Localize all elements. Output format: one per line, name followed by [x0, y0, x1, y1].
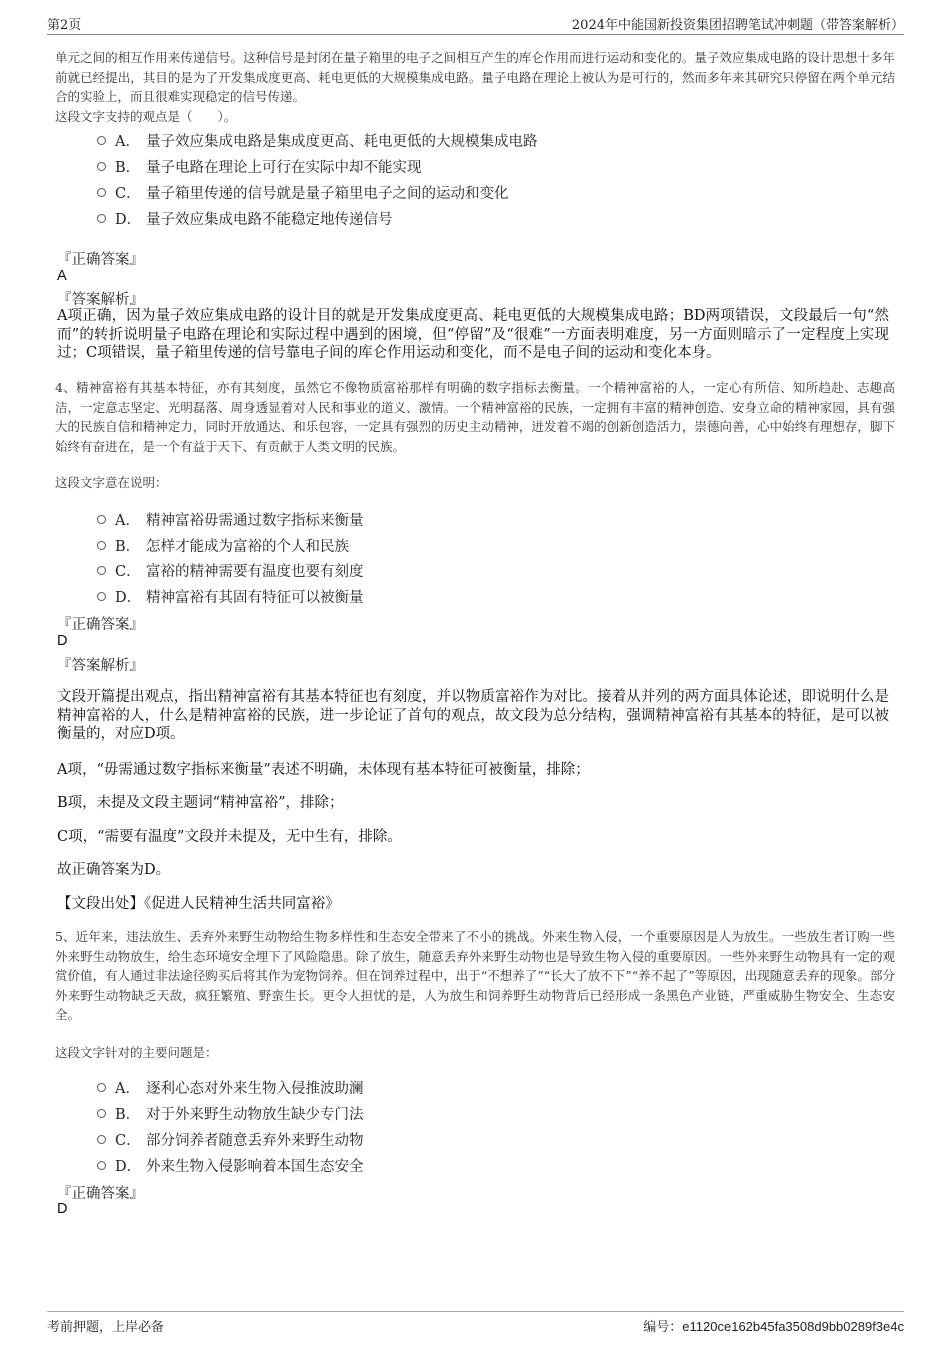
page-number: 第2页 — [47, 18, 82, 33]
page-footer — [47, 1311, 904, 1335]
q5-option-d[interactable] — [97, 1155, 364, 1176]
radio-icon[interactable] — [97, 566, 106, 575]
q4-source: 【文段出处】《促进人民精神生活共同富裕》 — [57, 896, 340, 912]
option-letter: C． — [115, 564, 141, 580]
radio-icon[interactable] — [97, 214, 106, 223]
option-letter: C． — [115, 186, 141, 202]
q4-answer-tag: 『正确答案』 — [57, 617, 144, 633]
q4-option-a[interactable] — [97, 509, 364, 530]
option-text: 外来生物入侵影响着本国生态安全 — [146, 1159, 364, 1175]
q5-option-a[interactable] — [97, 1077, 364, 1098]
q4-stem: 这段文字意在说明： — [55, 475, 168, 490]
q4-line-b: B项，未提及文段主题词“精神富裕”，排除； — [57, 795, 344, 811]
radio-icon[interactable] — [97, 162, 106, 171]
q3-option-a[interactable] — [97, 130, 538, 151]
q5-stem: 这段文字针对的主要问题是： — [55, 1045, 218, 1060]
document-code-label: 编号： — [643, 1319, 683, 1334]
q3-option-c[interactable] — [97, 182, 509, 203]
q4-passage: 4、精神富裕有其基本特征，亦有其刻度，虽然它不像物质富裕那样有明确的数字指标去衡量。一个精神富裕的人，一定心有所信、知所趋赴、志趣高洁，一定意志坚定、光明磊落、周身透显着对人民和事业的道义、激情。一个精神富裕的民族，一定拥有丰富的精神创造、安身立命的精神家园，具有强大的民族自信和精神定力，同时开放通达、和乐包容，一定具有强烈的历史主动精神，迸发着不竭的创新创造活力，崇德向善，心中始终有理想存，脚下始终有奋进在，是一个有益于天下、有贡献于人类文明的民族。 — [55, 380, 895, 454]
q4-line-c: C项，“需要有温度”文段并未提及，无中生有，排除。 — [57, 829, 402, 845]
option-text: 精神富裕毋需通过数字指标来衡量 — [146, 513, 364, 529]
radio-icon[interactable] — [97, 136, 106, 145]
q4-conclusion: 故正确答案为D。 — [57, 862, 171, 878]
q3-answer: A — [57, 268, 67, 284]
q3-analysis: A项正确，因为量子效应集成电路的设计目的就是开发集成度更高、耗电更低的大规模集成电路；BD两项错误，文段最后一句“然而”的转折说明量子电路在理论和实际过程中遇到的困境，但“停留”及“很难”一方面表明难度，另一方面则暗示了一定程度上实现过；C项错误，量子箱里传递的信号靠电子间的库仑作用运动和变化，而不是电子间的运动和变化本身。 — [57, 308, 889, 361]
q3-stem: 这段文字支持的观点是（ ）。 — [55, 109, 237, 124]
option-text: 对于外来野生动物放生缺少专门法 — [146, 1107, 364, 1123]
q3-option-d[interactable] — [97, 208, 393, 229]
radio-icon[interactable] — [97, 515, 106, 524]
q3-analysis-tag: 『答案解析』 — [57, 292, 144, 308]
q4-option-b[interactable] — [97, 535, 349, 556]
option-letter: A． — [115, 134, 140, 150]
radio-icon[interactable] — [97, 541, 106, 550]
q4-option-d[interactable] — [97, 586, 364, 607]
option-text: 量子效应集成电路是集成度更高、耗电更低的大规模集成电路 — [146, 134, 538, 150]
option-text: 部分饲养者随意丢弃外来野生动物 — [146, 1133, 364, 1149]
option-text: 量子电路在理论上可行在实际中却不能实现 — [146, 160, 422, 176]
footer-slogan: 考前押题，上岸必备 — [47, 1320, 165, 1335]
option-text: 逐利心态对外来生物入侵推波助澜 — [146, 1081, 364, 1097]
q3-option-b[interactable] — [97, 156, 422, 177]
option-letter: B． — [115, 539, 141, 555]
radio-icon[interactable] — [97, 1135, 106, 1144]
option-letter: D． — [115, 1159, 142, 1175]
q5-answer: D — [57, 1201, 68, 1217]
option-letter: B． — [115, 1107, 141, 1123]
radio-icon[interactable] — [97, 188, 106, 197]
option-letter: D． — [115, 212, 142, 228]
q5-answer-tag: 『正确答案』 — [57, 1186, 144, 1202]
option-letter: A． — [115, 513, 140, 529]
option-text: 富裕的精神需要有温度也要有刻度 — [146, 564, 364, 580]
radio-icon[interactable] — [97, 1083, 106, 1092]
q5-option-b[interactable] — [97, 1103, 364, 1124]
option-letter: D． — [115, 590, 142, 606]
q4-answer: D — [57, 633, 68, 649]
document-code — [643, 1316, 904, 1335]
option-letter: B． — [115, 160, 141, 176]
option-letter: A． — [115, 1081, 140, 1097]
q5-passage: 5、近年来，违法放生、丢弃外来野生动物给生物多样性和生态安全带来了不小的挑战。外来生物入侵，一个重要原因是人为放生。一些放生者订购一些外来野生动物放生，给生态环境安全埋下了风险隐患。除了放生，随意丢弃外来野生动物也是导致生物入侵的重要原因。一些外来野生动物具有一定的观赏价值，有人通过非法途径购买后将其作为宠物饲养。但在饲养过程中，出于“不想养了”“长大了放不下”“养不起了”等原因，出现随意丢弃的现象。部分外来野生动物缺乏天敌，疯狂繁殖、野蛮生长。更令人担忧的是，人为放生和饲养野生动物背后已经形成一条黑色产业链，严重威胁生物安全、生态安全。 — [55, 929, 895, 1022]
document-code-value: e1120ce162b45fa3508d9bb0289f3e4c — [682, 1319, 904, 1334]
q3-answer-tag: 『正确答案』 — [57, 252, 144, 268]
document-title: 2024年中能国新投资集团招聘笔试冲刺题（带答案解析） — [571, 18, 904, 33]
q4-line-a: A项，“毋需通过数字指标来衡量”表述不明确，未体现有基本特征可被衡量，排除； — [57, 762, 590, 778]
option-text: 量子效应集成电路不能稳定地传递信号 — [146, 212, 393, 228]
q4-analysis-tag: 『答案解析』 — [57, 658, 144, 674]
option-text: 怎样才能成为富裕的个人和民族 — [146, 539, 349, 555]
radio-icon[interactable] — [97, 1161, 106, 1170]
page-header — [47, 14, 904, 35]
option-text: 精神富裕有其固有特征可以被衡量 — [146, 590, 364, 606]
radio-icon[interactable] — [97, 592, 106, 601]
q4-option-c[interactable] — [97, 560, 364, 581]
q3-passage: 单元之间的相互作用来传递信号。这种信号是封闭在量子箱里的电子之间相互产生的库仑作用而进行运动和变化的。量子效应集成电路的设计思想十多年前就已经提出，其目的是为了开发集成度更高、耗电更低的大规模集成电路。量子电路在理论上被认为是可行的，然而多年来其研究只停留在两个单元结合的实验上，而且很难实现稳定的信号传递。 — [55, 50, 895, 104]
q4-analysis: 文段开篇提出观点，指出精神富裕有其基本特征也有刻度，并以物质富裕作为对比。接着从并列的两方面具体论述，即说明什么是精神富裕的人，什么是精神富裕的民族，进一步论证了首句的观点，故文段为总分结构，强调精神富裕有其基本的特征，是可以被衡量的，对应D项。 — [57, 689, 889, 742]
option-text: 量子箱里传递的信号就是量子箱里电子之间的运动和变化 — [146, 186, 509, 202]
option-letter: C． — [115, 1133, 141, 1149]
radio-icon[interactable] — [97, 1109, 106, 1118]
q5-option-c[interactable] — [97, 1129, 364, 1150]
